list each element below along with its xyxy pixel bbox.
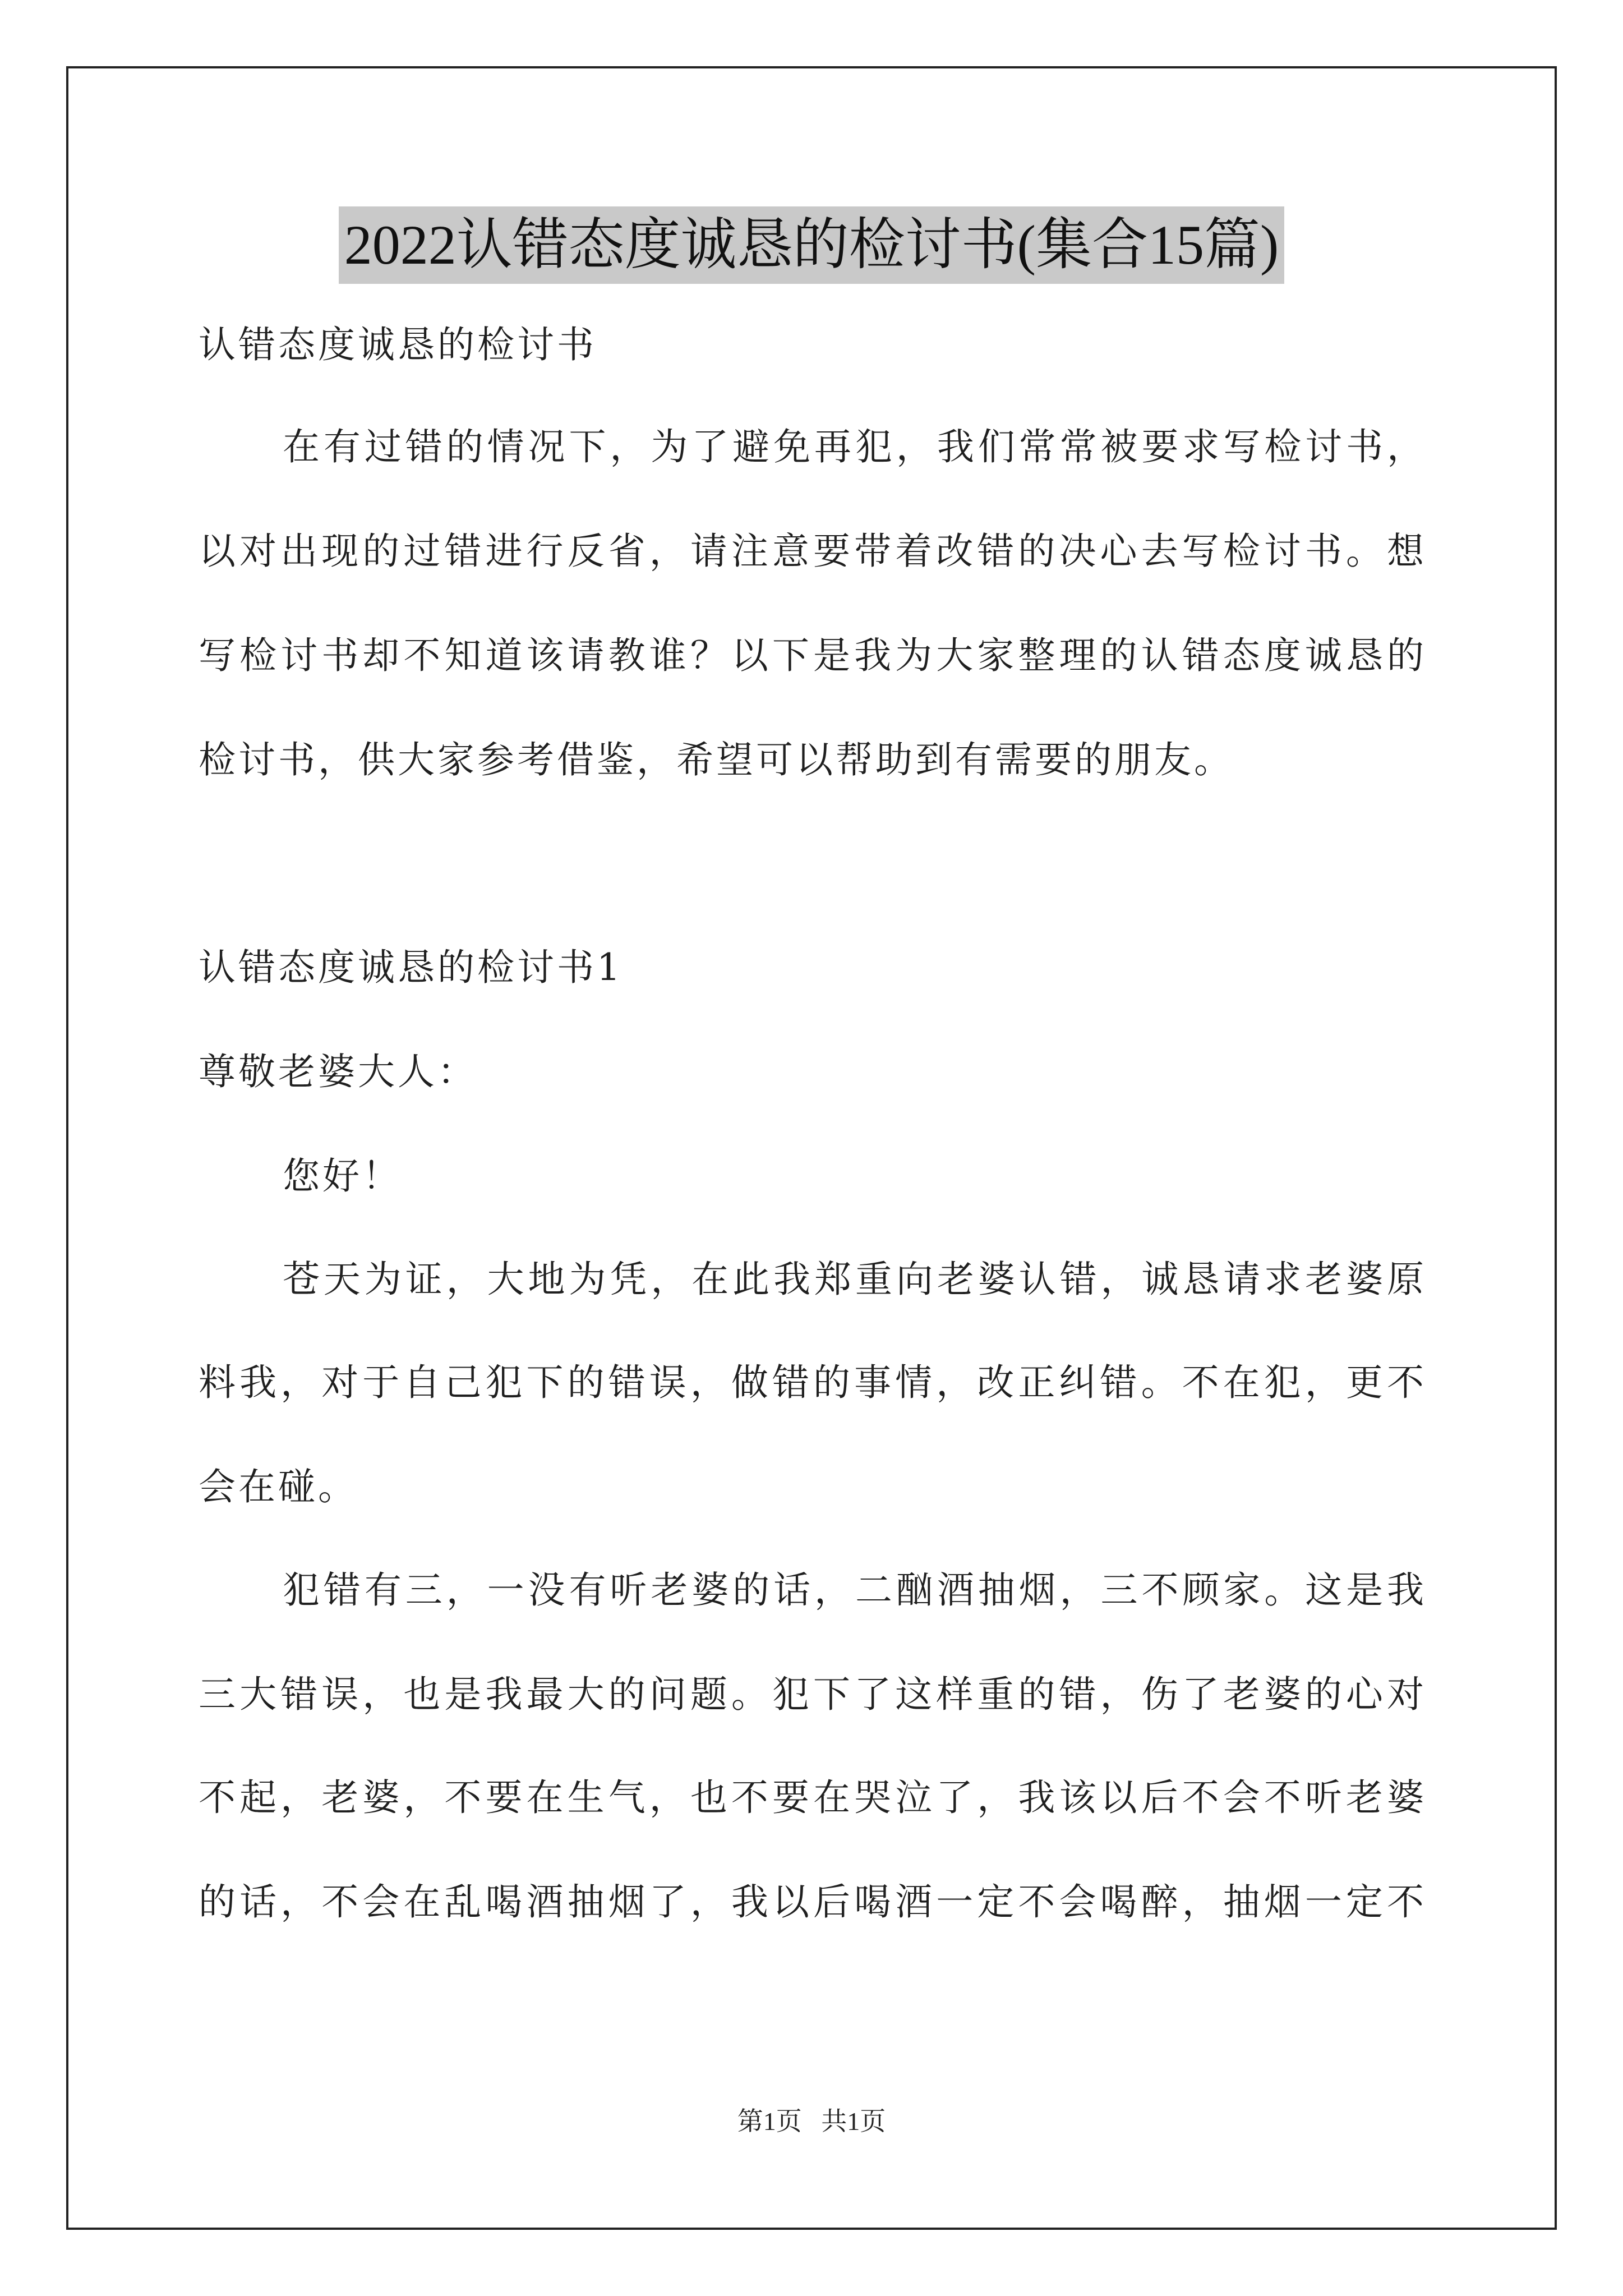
intro-paragraph-line: 检讨书，供大家参考借鉴，希望可以帮助到有需要的朋友。 (199, 738, 1234, 781)
body-paragraph-line: 的话，不会在乱喝酒抽烟了，我以后喝酒一定不会喝醉，抽烟一定不 (199, 1880, 1427, 1924)
document-title: 2022认错态度诚恳的检讨书(集合15篇) (339, 206, 1285, 284)
body-paragraph-line: 犯错有三，一没有听老婆的话，二酗酒抽烟，三不顾家。这是我 (283, 1568, 1427, 1612)
title-container (0, 206, 1623, 284)
body-paragraph-line: 不起，老婆，不要在生气，也不要在哭泣了，我该以后不会不听老婆 (199, 1776, 1427, 1819)
section-heading: 认错态度诚恳的检讨书1 (199, 946, 623, 989)
intro-paragraph-line: 写检讨书却不知道该请教谁？以下是我为大家整理的认错态度诚恳的 (199, 634, 1427, 677)
page-footer: 第1页 共1页 (737, 2107, 886, 2136)
intro-paragraph-line: 以对出现的过错进行反省，请注意要带着改错的决心去写检讨书。想 (199, 530, 1427, 573)
salutation: 尊敬老婆大人： (199, 1050, 477, 1093)
body-paragraph-line: 三大错误，也是我最大的问题。犯下了这样重的错，伤了老婆的心对 (199, 1673, 1427, 1716)
section-heading: 认错态度诚恳的检讨书 (199, 323, 597, 366)
intro-paragraph-line: 在有过错的情况下，为了避免再犯，我们常常被要求写检讨书， (283, 425, 1427, 468)
body-paragraph-line: 苍天为证，大地为凭，在此我郑重向老婆认错，诚恳请求老婆原 (283, 1258, 1427, 1301)
greeting: 您好！ (283, 1154, 402, 1198)
body-paragraph-line: 会在碰。 (199, 1465, 358, 1508)
body-paragraph-line: 料我，对于自己犯下的错误，做错的事情，改正纠错。不在犯，更不 (199, 1361, 1427, 1404)
